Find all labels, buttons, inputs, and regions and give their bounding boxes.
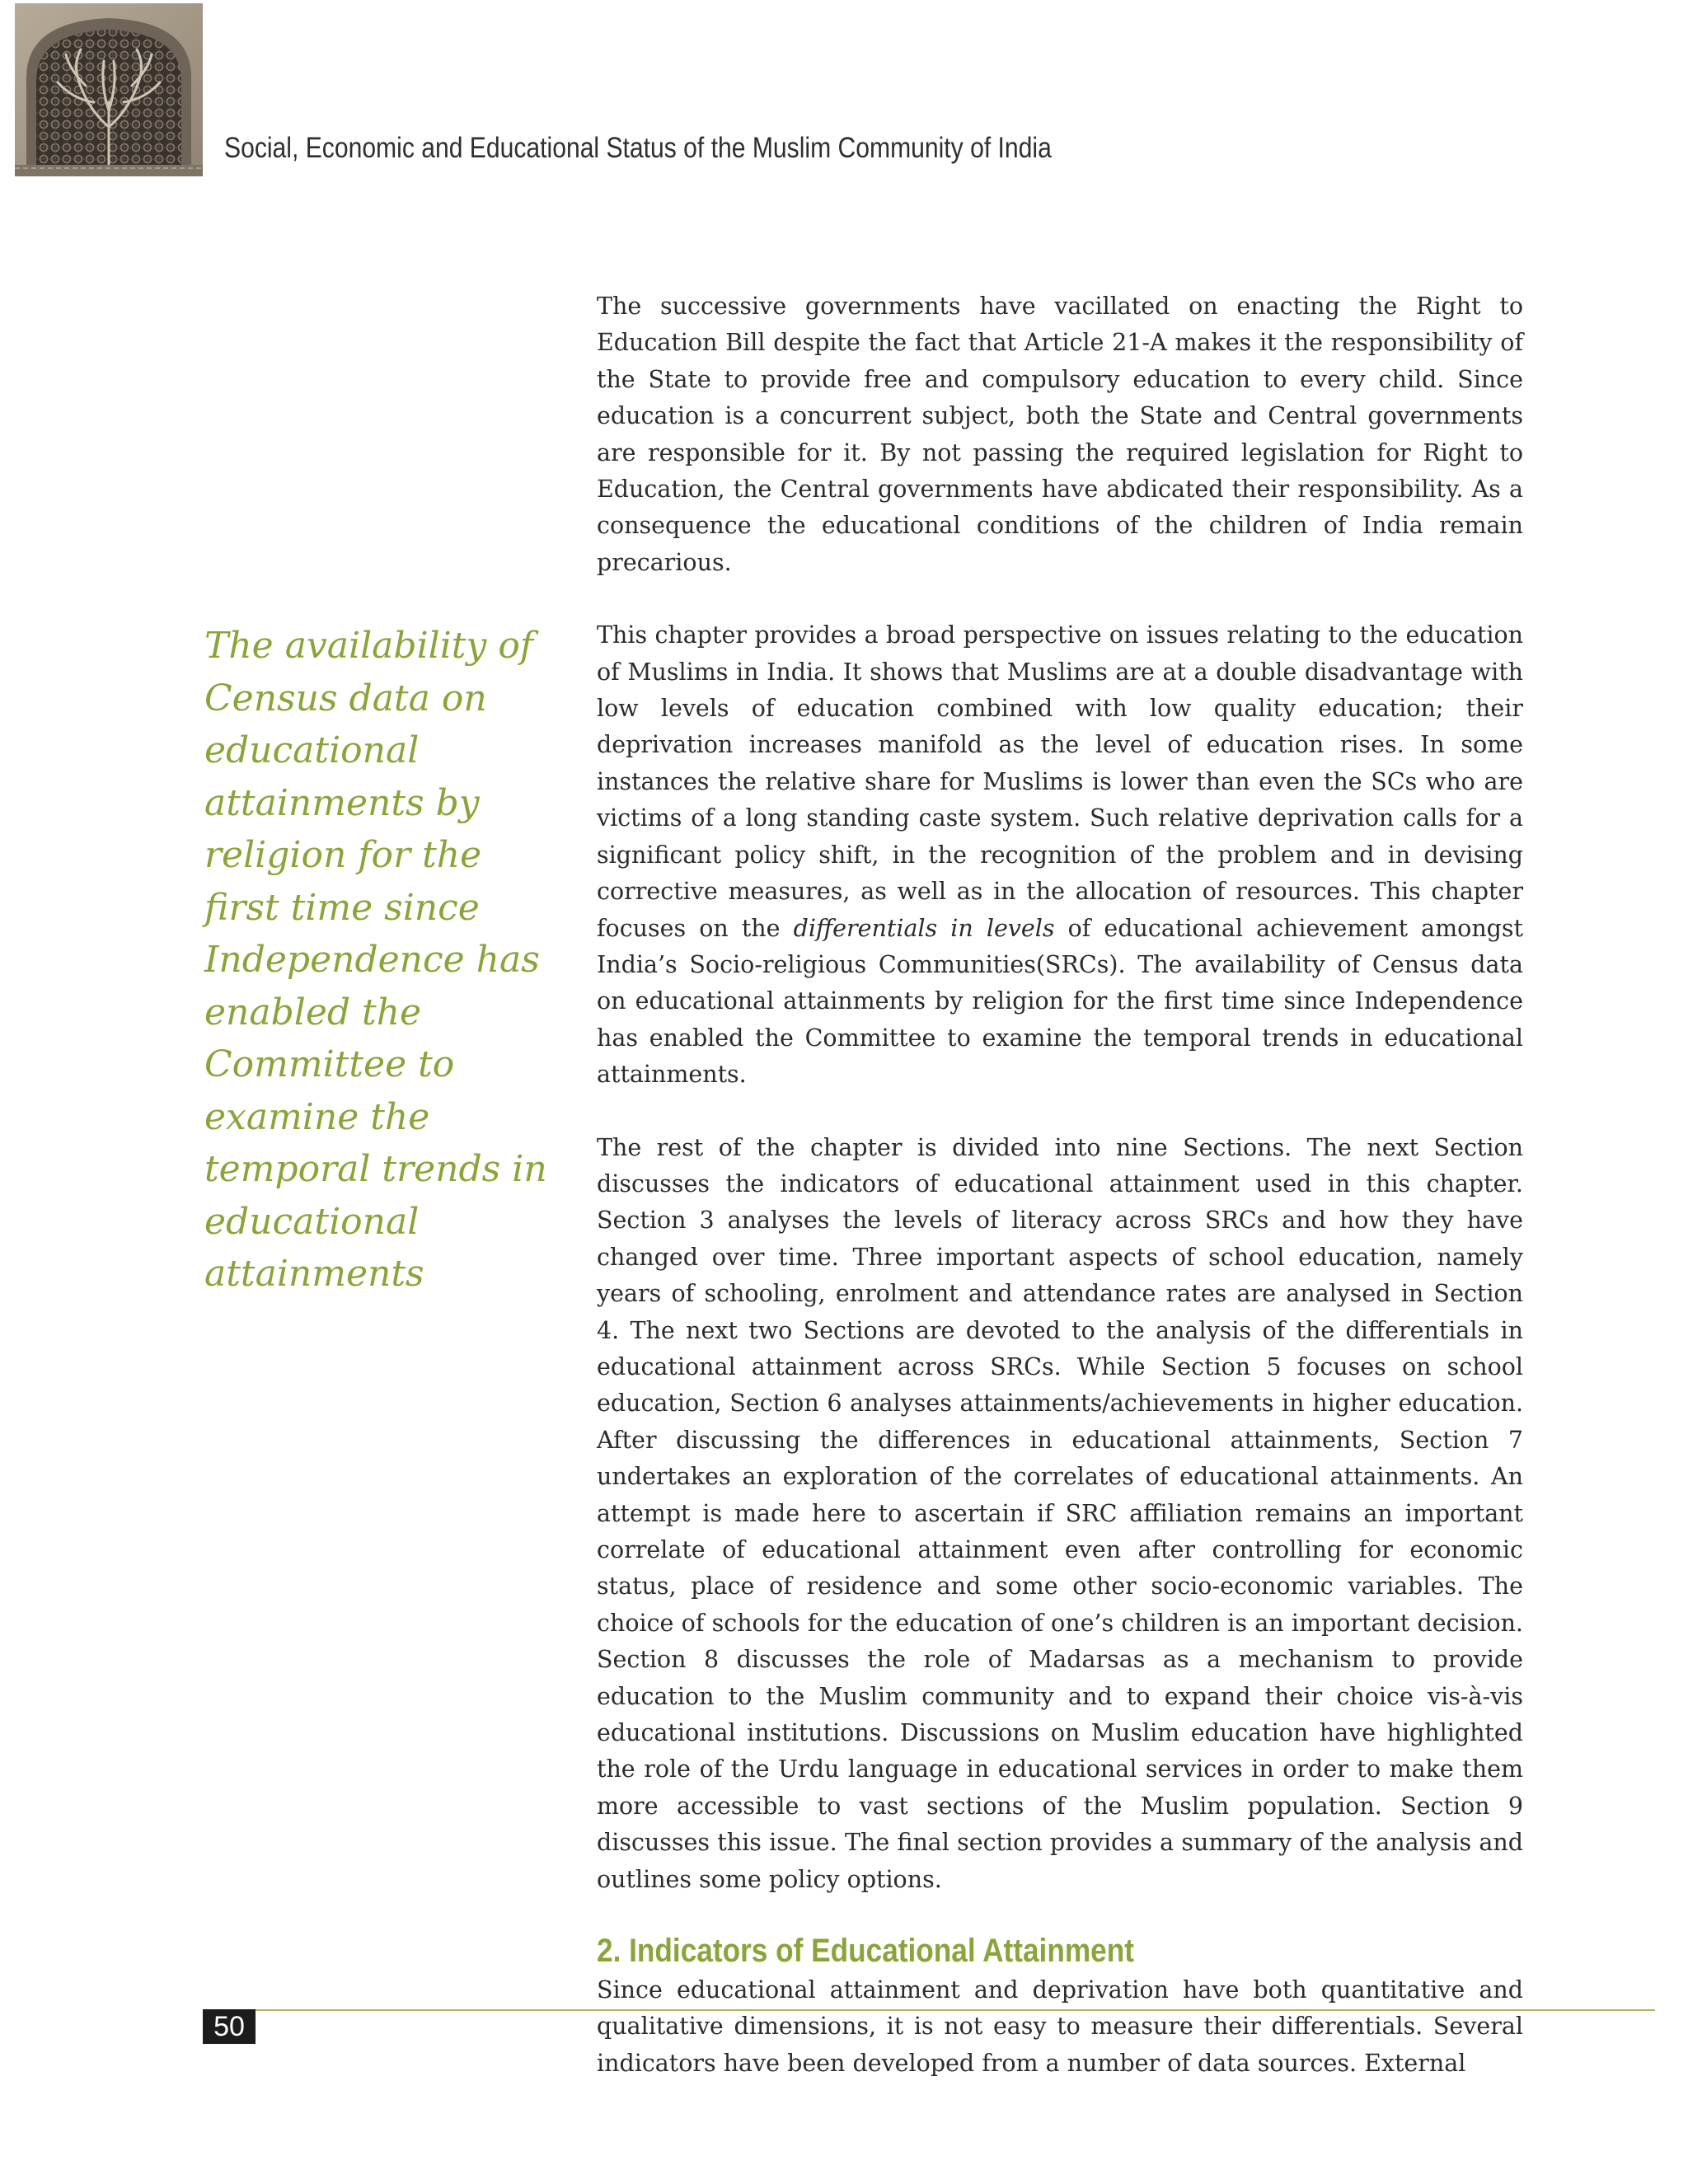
pull-quote: The availability of Census data on educational attainments by religion for the first time since Independence has enabled the Committee to examine the temporal trends in educational attainments	[204, 625, 547, 1295]
footer-rule	[203, 2009, 1655, 2011]
paragraph-chapter-perspective-text-b: of educational achievement amongst India’s Socio-religious Communities(SRCs). The availability of Census data on educational attainments by religion for the first time since Independence has enabled the Committee to examine the temporal trends in educational attainments.	[597, 914, 1523, 1089]
carved-stone-lattice-window-icon	[15, 3, 203, 176]
paragraph-right-to-education: The successive governments have vacillated on enacting the Right to Education Bill despite the fact that Article 21-A makes it the responsibility of the State to provide free and compulsory education to every child. Since education is a concurrent subject, both the State and Central governments are responsible for it. By not passing the required legislation for Right to Education, the Central governments have abdicated their responsibility. As a consequence the educational conditions of the children of India remain precarious.	[597, 293, 1523, 576]
main-text-column	[597, 288, 1523, 2082]
header-lattice-image	[15, 3, 203, 176]
page-number: 50	[203, 2009, 256, 2044]
section-heading: 2. Indicators of Educational Attainment	[597, 1933, 1134, 1970]
paragraph-chapter-perspective-text-a: This chapter provides a broad perspective on issues relating to the education of Muslims in India. It shows that Muslims are at a double disadvantage with low levels of education combined with low quality education; their deprivation increases manifold as the level of education rises. In some instances the relative share for Muslims is lower than even the SCs who are victims of a long standing caste system. Such relative deprivation calls for a significant policy shift, in the recognition of the problem and in devising corrective measures, as well as in the allocation of resources. This chapter focuses on the	[597, 621, 1523, 942]
paragraph-indicators: Since educational attainment and deprivation have both quantitative and qualitative dimensions, it is not easy to measure their differentials. Several indicators have been developed from a number of data sources. External	[597, 1976, 1523, 2077]
paragraph-chapter-perspective	[597, 617, 1523, 1093]
running-header-title: Social, Economic and Educational Status of the Muslim Community of India	[224, 132, 1052, 164]
emphasis-differentials: differentials in levels	[793, 914, 1055, 942]
paragraph-chapter-outline: The rest of the chapter is divided into nine Sections. The next Section discusses the indicators of educational attainment used in this chapter. Section 3 analyses the levels of literacy across SRCs and how they have changed over time. Three important aspects of school education, namely years of schooling, enrolment and attendance rates are analysed in Section 4. The next two Sections are devoted to the analysis of the differentials in educational attainment across SRCs. While Section 5 focuses on school education, Section 6 analyses attainments/achievements in higher education. After discussing the differences in educational attainments, Section 7 undertakes an exploration of the correlates of educational attainments. An attempt is made here to ascertain if SRC affiliation remains an important correlate of educational attainment even after controlling for economic status, place of residence and some other socio-economic variables. The choice of schools for the education of one’s children is an important decision. Section 8 discusses the role of Madarsas as a mechanism to provide education to the Muslim community and to expand their choice vis-à-vis educational institutions. Discussions on Muslim education have highlighted the role of the Urdu language in educational services in order to make them more accessible to vast sections of the Muslim population. Section 9 discusses this issue. The final section provides a summary of the analysis and outlines some policy options.	[597, 1133, 1523, 1893]
